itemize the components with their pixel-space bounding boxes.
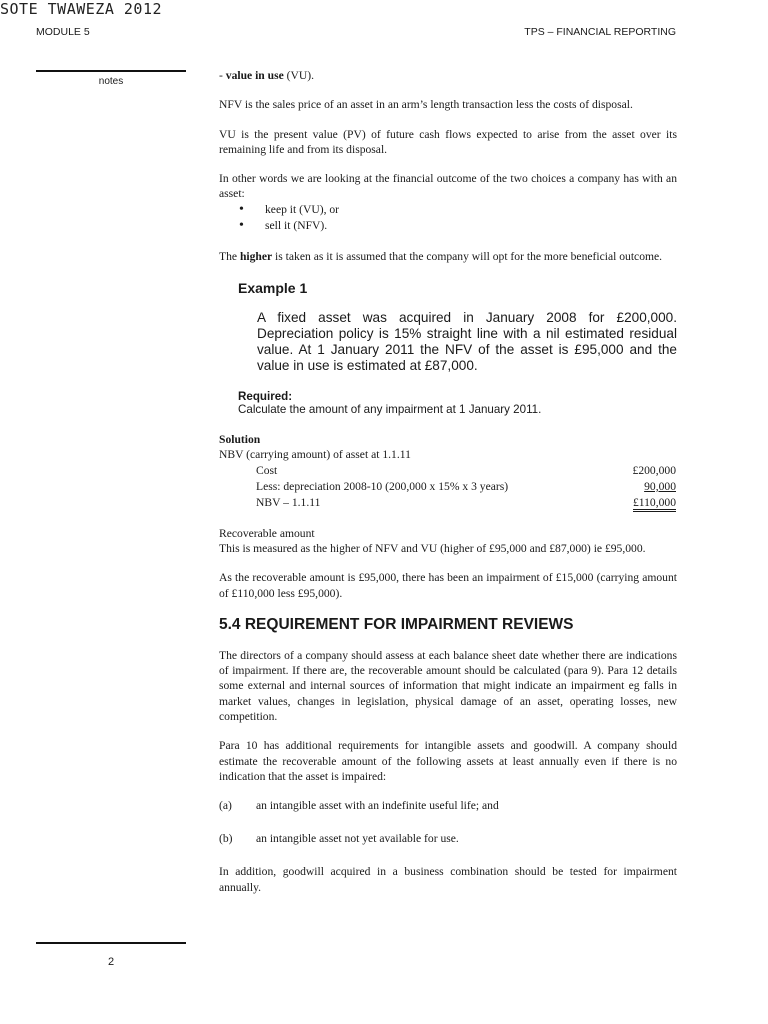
margin-rule-top: [36, 70, 186, 72]
table-row: [256, 495, 676, 511]
section-paragraph: Para 10 has additional requirements for intangible assets and goodwill. A company should estimate the recoverable amount of the following assets at least annually even if there is no indication that the asset is impaired:: [219, 739, 677, 783]
notes-label: notes: [98, 76, 124, 87]
header-module: MODULE 5: [36, 26, 90, 38]
solution-heading: Solution: [219, 433, 261, 447]
list-item: • sell it (NFV).: [239, 218, 677, 235]
required-text: Calculate the amount of any impairment at 1 January 2011.: [238, 403, 542, 417]
impairment-text: As the recoverable amount is £95,000, there has been an impairment of £15,000 (carrying amount of £110,000 less £95,000).: [219, 571, 677, 600]
section-paragraph: The directors of a company should assess at each balance sheet date whether there are indications of impairment. If there are, the recoverable amount should be calculated (para 9). Para 12 details some external and internal sources of information that might indicate an impairment eg falls in market values, changes in legislation, physical damage of an asset, operating losses, new competition.: [219, 648, 677, 724]
nbv-line: NBV (carrying amount) of asset at 1.1.11: [219, 448, 411, 462]
table-row: [256, 479, 676, 495]
list-item-label: (a): [219, 799, 232, 813]
section-paragraph: In addition, goodwill acquired in a business combination should be tested for impairment annually.: [219, 865, 677, 894]
list-item: [219, 831, 677, 846]
section-heading: 5.4 REQUIREMENT FOR IMPAIRMENT REVIEWS: [219, 615, 574, 633]
recoverable-text: This is measured as the higher of NFV and VU (higher of £95,000 and £87,000) ie £95,000.: [219, 541, 646, 555]
nbv-calculation-table: [256, 463, 676, 511]
list-item: [219, 798, 677, 813]
list-item-text: an intangible asset with an indefinite useful life; and: [256, 799, 499, 813]
list-item-label: (b): [219, 832, 233, 846]
table-row: [256, 463, 676, 479]
list-item: • keep it (VU), or: [239, 202, 677, 219]
nfv-definition: NFV is the sales price of an asset in an arm’s length transaction less the costs of disposal.: [219, 98, 633, 112]
vu-line: - value in use (VU).: [219, 69, 315, 82]
header-title: TPS – FINANCIAL REPORTING: [524, 26, 676, 38]
recoverable-label: Recoverable amount: [219, 526, 315, 540]
list-item-text: an intangible asset not yet available for use.: [256, 832, 459, 846]
row-amount-value: 90,000: [644, 479, 676, 493]
row-amount: £200,000: [632, 463, 676, 477]
watermark: SOTE TWAWEZA 2012: [0, 0, 163, 18]
page-number: 2: [107, 956, 115, 968]
example-title: Example 1: [238, 280, 308, 297]
example-body: A fixed asset was acquired in January 2008 for £200,000. Depreciation policy is 15% straight line with a nil estimated residual value. At 1 January 2011 the NFV of the asset is £95,000 and the value in use is estimated at £87,000.: [257, 310, 677, 374]
vu-definition: VU is the present value (PV) of future cash flows expected to arise from the asset over its remaining life and from its disposal.: [219, 127, 677, 156]
row-amount: [596, 495, 676, 511]
other-words-paragraph: In other words we are looking at the financial outcome of the two choices a company has with an asset:: [219, 172, 677, 201]
row-label: Cost: [256, 463, 278, 477]
margin-rule-bottom: [36, 942, 186, 944]
row-label: NBV – 1.1.11: [256, 495, 321, 509]
choice-list: [219, 202, 677, 235]
row-amount: [596, 479, 676, 495]
main-content: [219, 68, 677, 895]
row-label: Less: depreciation 2008-10 (200,000 x 15% x 3 years): [256, 479, 509, 493]
required-label: Required:: [238, 390, 293, 404]
row-amount-value: £110,000: [633, 496, 676, 512]
higher-paragraph: The higher is taken as it is assumed that the company will opt for the more beneficial outcome.: [219, 249, 663, 263]
